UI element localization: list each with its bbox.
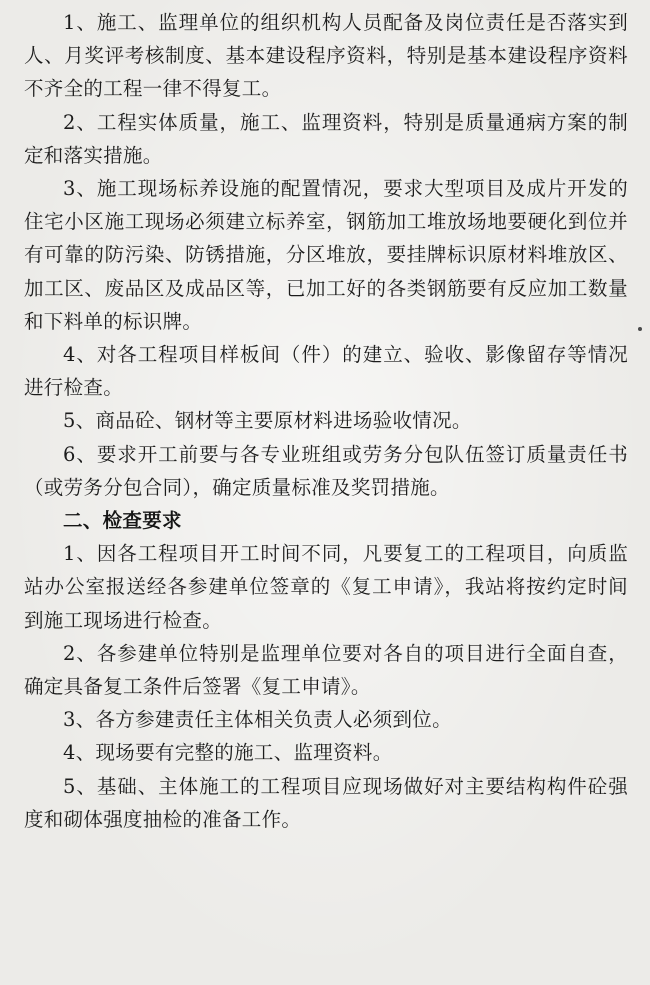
paragraph-2: 2、工程实体质量，施工、监理资料，特别是质量通病方案的制定和落实措施。 — [24, 110, 628, 167]
paragraph-1: 1、施工、监理单位的组织机构人员配备及岗位责任是否落实到人、月奖评考核制度、基本建设程序资料，特别是基本建设程序资料不齐全的工程一律不得复工。 — [24, 11, 628, 101]
section-heading: 二、检查要求 — [63, 509, 182, 533]
requirement-2: 2、各参建单位特别是监理单位要对各自的项目进行全面自查，确定具备复工条件后签署《复工申请》。 — [24, 641, 628, 699]
requirement-1: 1、因各工程项目开工时间不同，凡要复工的工程项目，向质监站办公室报送经各参建单位签章的《复工申请》，我站将按约定时间到施工现场进行检查。 — [24, 542, 628, 632]
paragraph-6: 6、要求开工前要与各专业班组或劳务分包队伍签订质量责任书（或劳务分包合同），确定质量标准及奖罚措施。 — [24, 442, 628, 499]
paragraph-4: 4、对各工程项目样板间（件）的建立、验收、影像留存等情况进行检查。 — [24, 343, 628, 400]
scan-speck — [638, 327, 642, 331]
document-body — [24, 6, 628, 836]
requirement-5: 5、基础、主体施工的工程项目应现场做好对主要结构构件砼强度和砌体强度抽检的准备工作。 — [24, 774, 628, 831]
requirement-4: 4、现场要有完整的施工、监理资料。 — [63, 741, 393, 765]
paragraph-3: 3、施工现场标养设施的配置情况，要求大型项目及成片开发的住宅小区施工现场必须建立标养室，钢筋加工堆放场地要硬化到位并有可靠的防污染、防锈措施，分区堆放，要挂牌标识原材料堆放区、加工区、废品区及成品区等，已加工好的各类钢筋要有反应加工数量和下料单的标识牌。 — [24, 177, 628, 333]
requirement-3: 3、各方参建责任主体相关负责人必须到位。 — [63, 708, 452, 732]
paragraph-5: 5、商品砼、钢材等主要原材料进场验收情况。 — [63, 409, 472, 433]
